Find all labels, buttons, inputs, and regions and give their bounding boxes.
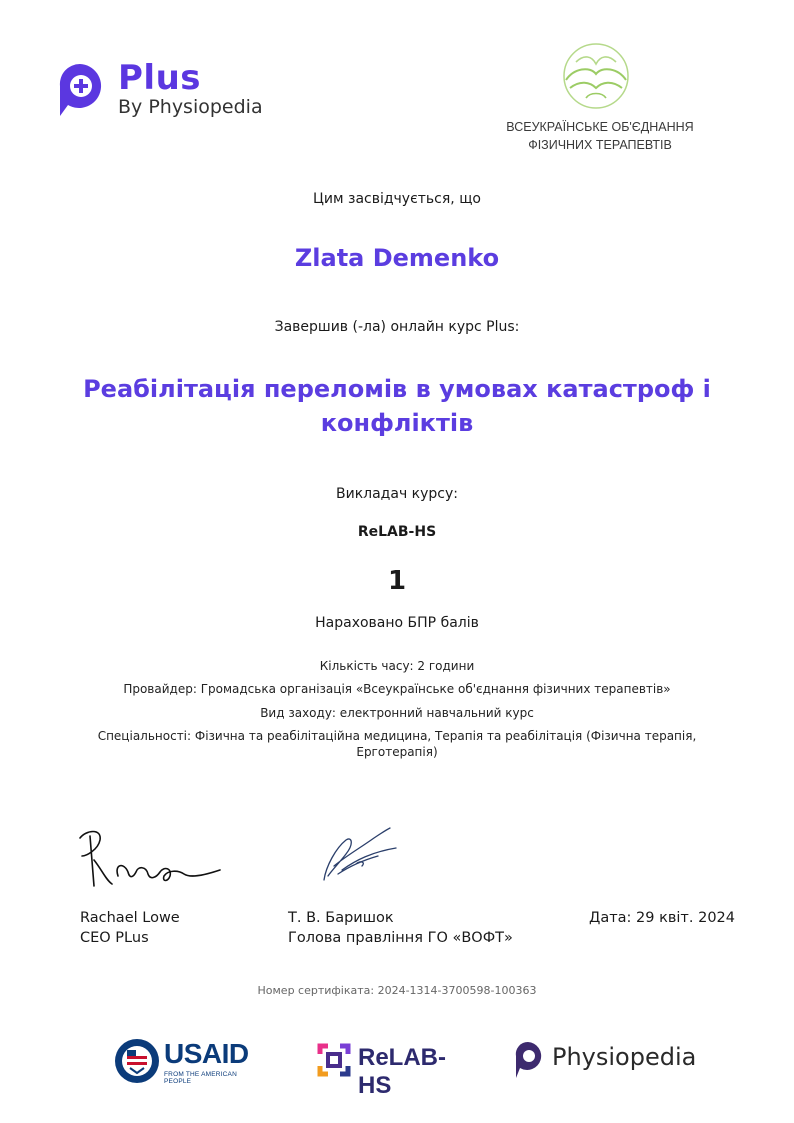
plus-logo xyxy=(56,58,276,122)
relab-mark-icon xyxy=(316,1042,352,1078)
signatory-lowe-name: Rachael Lowe xyxy=(80,910,180,926)
signatory-lowe-title: CEO PLus xyxy=(80,930,149,946)
signatory-lowe xyxy=(80,908,180,948)
physiopedia-logo xyxy=(512,1038,697,1082)
completed-label: Завершив (-ла) онлайн курс Plus: xyxy=(274,319,520,335)
usaid-logo xyxy=(114,1036,264,1086)
plus-logo-name: Plus xyxy=(118,58,202,98)
signature-baryshok xyxy=(316,826,406,886)
instructor-label: Викладач курсу: xyxy=(336,486,458,502)
course-title: Реабілітація переломів в умовах катастроф і конфліктів xyxy=(83,375,711,437)
plus-logo-icon xyxy=(56,62,104,118)
recipient-name: Zlata Demenko xyxy=(294,244,500,272)
provider-info: Провайдер: Громадська організація «Всеукраїнське об'єднання фізичних терапевтів» xyxy=(123,682,671,696)
specialties-info: Спеціальності: Фізична та реабілітаційна медицина, Терапія та реабілітація (Фізична терапія, Ерготерапія) xyxy=(97,729,697,759)
physiopedia-name: Physiopedia xyxy=(552,1043,697,1071)
credits-value: 1 xyxy=(387,566,407,596)
event-type-info: Вид заходу: електронний навчальний курс xyxy=(260,706,534,720)
signatory-baryshok-name: Т. В. Баришок xyxy=(288,910,394,926)
usaid-seal-icon xyxy=(114,1038,160,1084)
org-logo-line1: ВСЕУКРАЇНСЬКЕ ОБ'ЄДНАННЯ xyxy=(506,120,694,134)
physiopedia-mark-icon xyxy=(512,1040,544,1080)
signatory-baryshok xyxy=(288,908,513,948)
certificate-intro: Цим засвідчується, що xyxy=(313,191,481,207)
plus-logo-tagline: By Physiopedia xyxy=(118,96,263,118)
relab-name: ReLAB-HS xyxy=(358,1044,446,1099)
certificate-number: Номер сертифіката: 2024-1314-3700598-100363 xyxy=(257,984,537,997)
signature-lowe xyxy=(72,826,232,890)
instructor-name: ReLAB-HS xyxy=(357,524,437,540)
relab-logo xyxy=(316,1040,476,1099)
hours-info: Кількість часу: 2 години xyxy=(319,659,475,673)
org-logo-line2: ФІЗИЧНИХ ТЕРАПЕВТІВ xyxy=(528,138,672,152)
certificate-date: Дата: 29 квіт. 2024 xyxy=(589,910,735,926)
signatory-baryshok-title: Голова правління ГО «ВОФТ» xyxy=(288,930,513,946)
hands-emblem-icon xyxy=(556,40,636,112)
credits-label: Нараховано БПР балів xyxy=(315,615,479,631)
usaid-name: USAID xyxy=(164,1038,249,1069)
usaid-tagline: FROM THE AMERICAN PEOPLE xyxy=(164,1071,237,1085)
org-logo xyxy=(490,40,710,160)
